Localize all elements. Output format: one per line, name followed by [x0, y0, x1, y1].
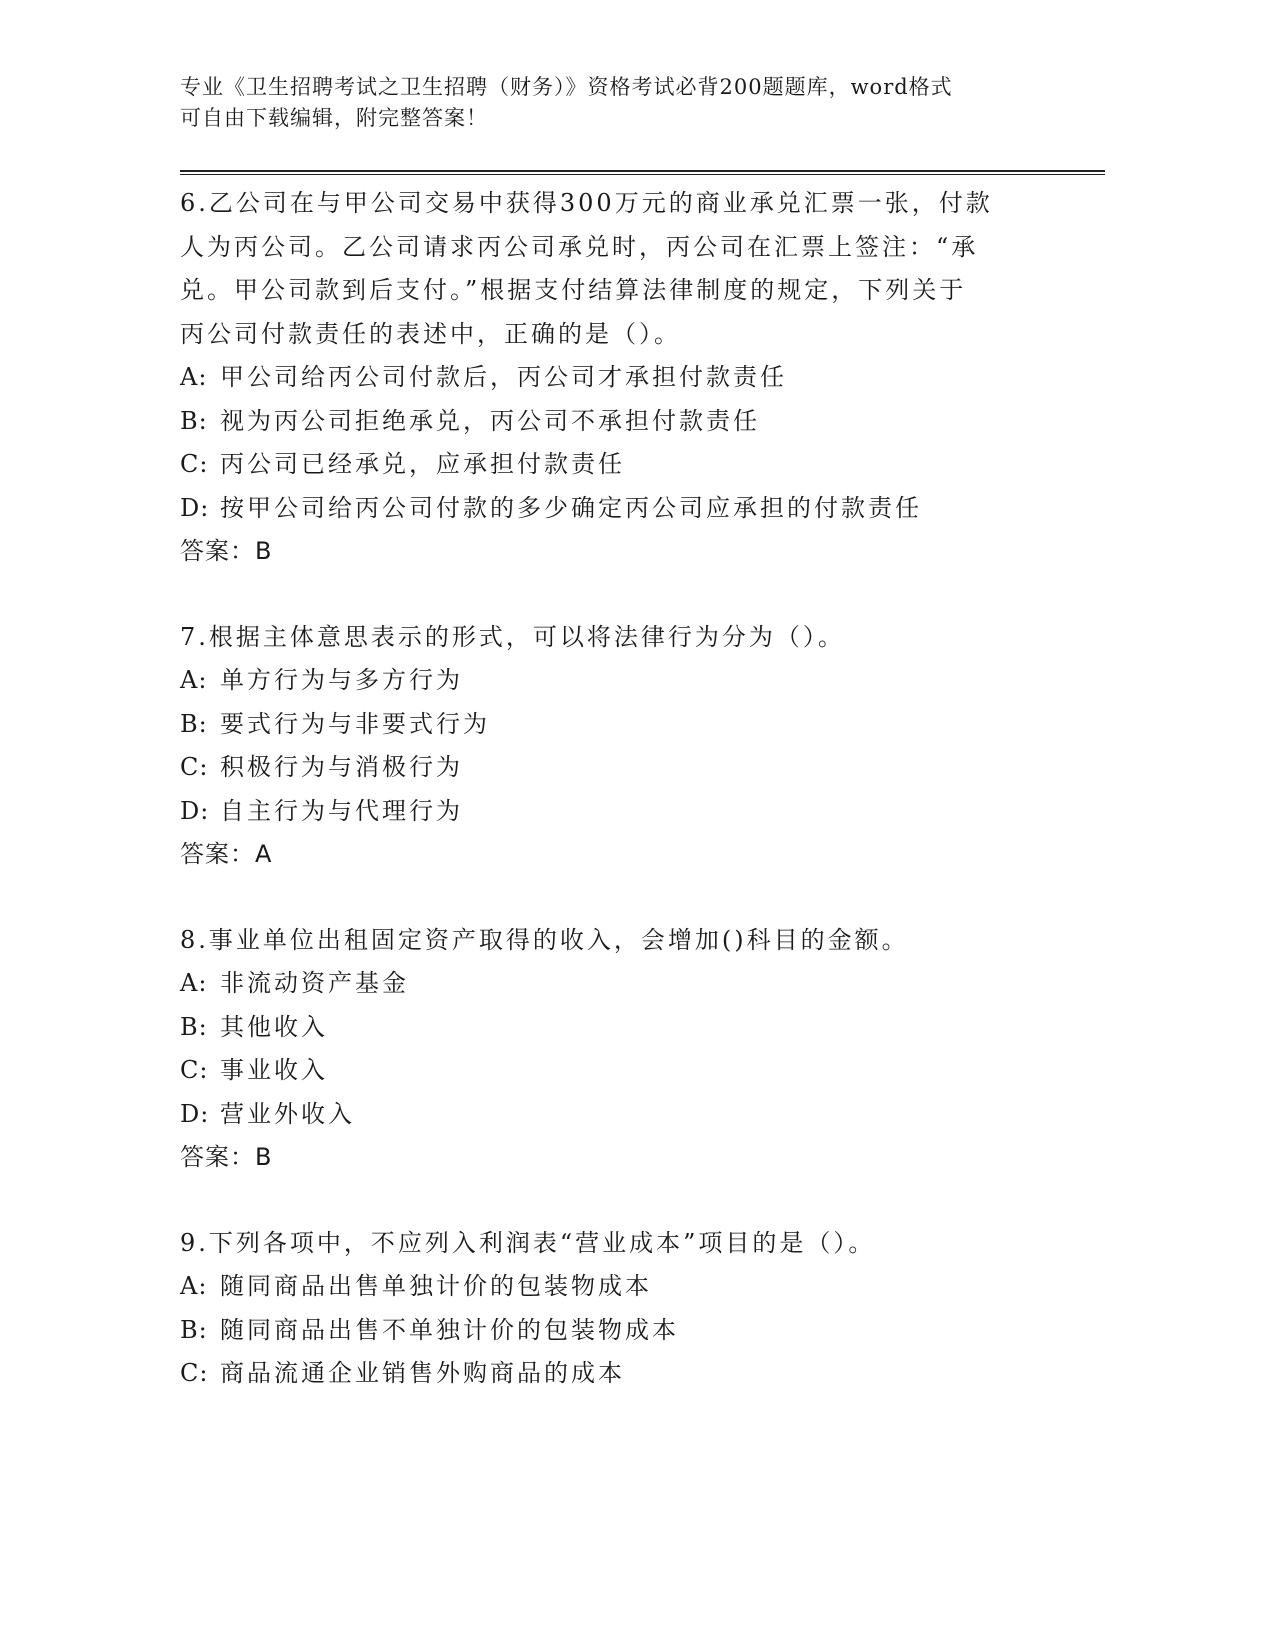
- option-key: D:: [180, 1099, 210, 1128]
- question-block: [180, 1222, 1030, 1396]
- question-stem-line: 9.下列各项中，不应列入利润表“营业成本”项目的是（）。: [180, 1228, 876, 1257]
- option-key: C:: [180, 450, 209, 478]
- option-key: B:: [180, 1012, 208, 1041]
- option-key: D:: [180, 493, 210, 522]
- question-list: [180, 182, 1030, 1438]
- answer-option: [180, 1006, 1030, 1050]
- option-key: B:: [180, 406, 208, 435]
- answer-option: [180, 962, 1030, 1006]
- answer-option: [180, 746, 1030, 790]
- answer-key: 答案：B: [180, 537, 273, 565]
- option-key: C:: [180, 1359, 209, 1387]
- answer-option: [180, 356, 1030, 400]
- option-text: 事业收入: [220, 1056, 328, 1084]
- answer-option: [180, 487, 1030, 531]
- option-text: 商品流通企业销售外购商品的成本: [220, 1359, 625, 1387]
- option-text: 随同商品出售单独计价的包装物成本: [220, 1272, 652, 1300]
- question-block: [180, 919, 1030, 1180]
- answer-option: [180, 1093, 1030, 1137]
- option-text: 甲公司给丙公司付款后，丙公司才承担付款责任: [220, 363, 787, 391]
- header-divider-thin: [180, 174, 1105, 175]
- option-key: A:: [180, 1272, 208, 1300]
- option-text: 积极行为与消极行为: [220, 753, 463, 781]
- question-stem-line: 7.根据主体意思表示的形式，可以将法律行为分为（）。: [180, 622, 845, 651]
- option-key: B:: [180, 709, 208, 738]
- question-stem-line: 兑。甲公司款到后支付。”根据支付结算法律制度的规定，下列关于: [180, 276, 967, 304]
- option-key: A:: [180, 969, 208, 997]
- answer-option: [180, 1309, 1030, 1353]
- option-text: 营业外收入: [220, 1099, 355, 1128]
- answer-key: 答案：B: [180, 1143, 273, 1171]
- option-text: 自主行为与代理行为: [220, 796, 463, 825]
- option-text: 随同商品出售不单独计价的包装物成本: [220, 1315, 679, 1344]
- answer-option: [180, 443, 1030, 487]
- option-key: B:: [180, 1315, 208, 1344]
- question-stem-line: 8.事业单位出租固定资产取得的收入，会增加()科目的金额。: [180, 925, 909, 954]
- option-key: A:: [180, 666, 208, 694]
- answer-option: [180, 400, 1030, 444]
- question-stem-line: 人为丙公司。乙公司请求丙公司承兑时，丙公司在汇票上签注：“承: [180, 232, 979, 261]
- option-key: A:: [180, 363, 208, 391]
- option-text: 其他收入: [220, 1012, 328, 1041]
- option-key: D:: [180, 796, 210, 825]
- option-text: 非流动资产基金: [220, 969, 409, 997]
- question-stem-line: 6.乙公司在与甲公司交易中获得300万元的商业承兑汇票一张，付款: [180, 189, 993, 217]
- header-divider-thick: [180, 170, 1105, 172]
- header-line-1: 专业《卫生招聘考试之卫生招聘（财务）》资格考试必背200题题库，word格式: [180, 75, 953, 99]
- answer-option: [180, 790, 1030, 834]
- answer-option: [180, 1352, 1030, 1396]
- option-text: 单方行为与多方行为: [220, 666, 463, 694]
- question-block: [180, 616, 1030, 877]
- option-text: 丙公司已经承兑，应承担付款责任: [220, 450, 625, 478]
- answer-option: [180, 1265, 1030, 1309]
- question-stem-line: 丙公司付款责任的表述中，正确的是（）。: [180, 319, 681, 348]
- answer-option: [180, 703, 1030, 747]
- option-key: C:: [180, 753, 209, 781]
- header-line-2: 可自由下载编辑，附完整答案！: [180, 106, 488, 130]
- option-text: 要式行为与非要式行为: [220, 709, 490, 738]
- option-text: 按甲公司给丙公司付款的多少确定丙公司应承担的付款责任: [220, 493, 922, 522]
- answer-key: 答案：A: [180, 840, 273, 868]
- option-key: C:: [180, 1056, 209, 1084]
- answer-option: [180, 659, 1030, 703]
- answer-option: [180, 1049, 1030, 1093]
- question-block: [180, 182, 1030, 574]
- option-text: 视为丙公司拒绝承兑，丙公司不承担付款责任: [220, 406, 760, 435]
- document-header: [180, 72, 1040, 134]
